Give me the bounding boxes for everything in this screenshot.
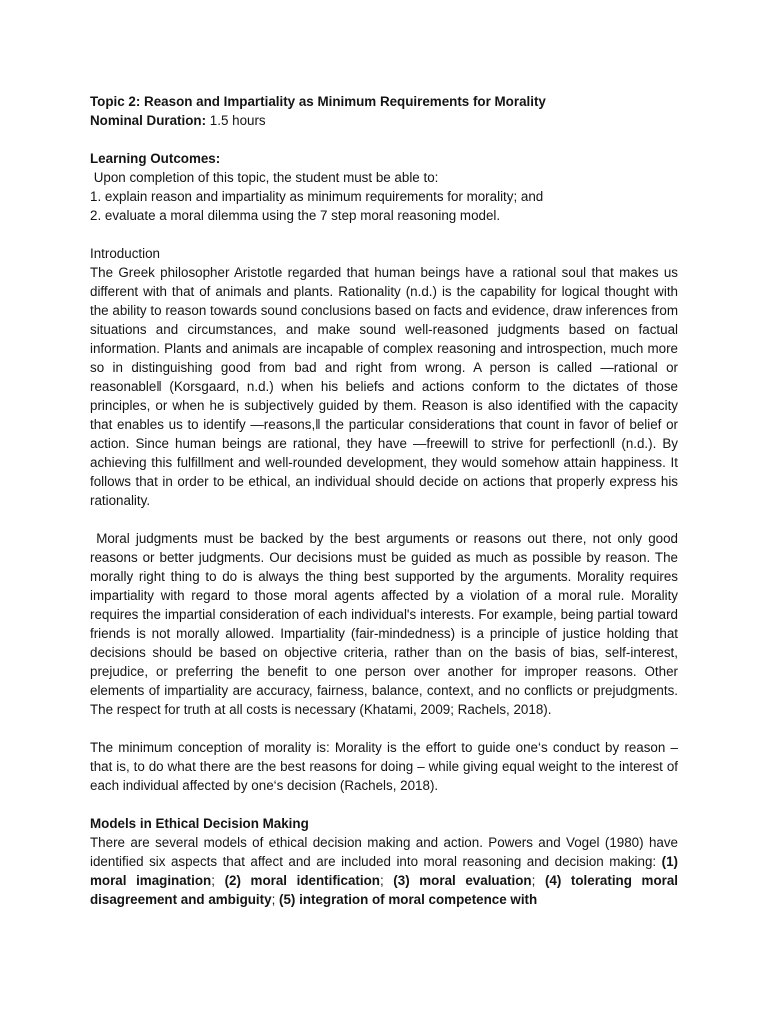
- aspect-tolerating-disagreement: (4) tolerating moral disagreement and ambiguity: [90, 873, 678, 907]
- minimum-conception-paragraph: The minimum conception of morality is: Morality is the effort to guide one‘s conduct by reason – that is, to do what there are the best reasons for doing – while giving equal weight to the interest of each individual affected by one‘s decision (Rachels, 2018).: [90, 740, 678, 793]
- models-paragraph-lead: There are several models of ethical decision making and action. Powers and Vogel (1980) have identified six aspects that affect and are included into moral reasoning and decision making:: [90, 835, 678, 869]
- aspect-separator: ;: [531, 873, 545, 888]
- duration-value: 1.5 hours: [209, 113, 266, 128]
- aspect-moral-evaluation: (3) moral evaluation: [393, 873, 532, 888]
- aspect-moral-identification: (2) moral identification: [224, 873, 380, 888]
- aspect-separator: ;: [379, 873, 394, 888]
- learning-outcome-item: 2. evaluate a moral dilemma using the 7 step moral reasoning model.: [90, 208, 501, 223]
- aspect-moral-imagination: (1) moral imagination: [90, 854, 678, 888]
- duration-label: Nominal Duration:: [90, 113, 207, 128]
- learning-outcomes-heading: Learning Outcomes:: [90, 151, 221, 166]
- topic-title: Topic 2: Reason and Impartiality as Minimum Requirements for Morality: [90, 94, 546, 109]
- introduction-heading: Introduction: [90, 246, 160, 261]
- introduction-paragraph-2: Moral judgments must be backed by the best arguments or reasons out there, not only good reasons or better judgments. Our decisions must be guided as much as possible by reason. The morally right thing to do is always the thing best supported by the arguments. Morality requires impartiality with regard to those moral agents affected by a violation of a moral rule. Morality requires the impartial consideration of each individual's interests. For example, being partial toward friends is not morally allowed. Impartiality (fair-mindedness) is a principle of justice holding that decisions should be based on objective criteria, rather than on the basis of bias, self-interest, prejudice, or preferring the benefit to one person over another for improper reasons. Other elements of impartiality are accuracy, fairness, balance, context, and no conflicts or prejudgments. The respect for truth at all costs is necessary (Khatami, 2009; Rachels, 2018).: [90, 531, 682, 717]
- aspect-separator: ;: [211, 873, 225, 888]
- learning-outcome-item: 1. explain reason and impartiality as minimum requirements for morality; and: [90, 189, 544, 204]
- learning-outcomes-intro: Upon completion of this topic, the student must be able to:: [90, 170, 439, 185]
- nominal-duration: [90, 111, 678, 130]
- aspect-separator: ;: [271, 892, 280, 907]
- document-page: [90, 92, 682, 909]
- models-paragraph: [90, 833, 678, 909]
- aspect-integration-moral-competence: (5) integration of moral competence with: [279, 892, 538, 907]
- introduction-paragraph-1: The Greek philosopher Aristotle regarded that human beings have a rational soul that makes us different with that of animals and plants. Rationality (n.d.) is the capability for logical thought with the ability to reason towards sound conclusions based on facts and evidence, draw inferences from situations and circumstances, and make sound well-reasoned judgments based on factual information. Plants and animals are incapable of complex reasoning and introspection, much more so in distinguishing good from bad and right from wrong. A person is called —rational or reasonable‖ (Korsgaard, n.d.) when his beliefs and actions conform to the dictates of those principles, or when he is subjectively guided by them. Reason is also identified with the capacity that enables us to identify —reasons,‖ the particular considerations that count in favor of belief or action. Since human beings are rational, they have —freewill to strive for perfection‖ (n.d.). By achieving this fulfillment and well-rounded development, they would somehow attain happiness. It follows that in order to be ethical, an individual should decide on actions that properly express his rationality.: [90, 265, 678, 508]
- models-heading: Models in Ethical Decision Making: [90, 816, 309, 831]
